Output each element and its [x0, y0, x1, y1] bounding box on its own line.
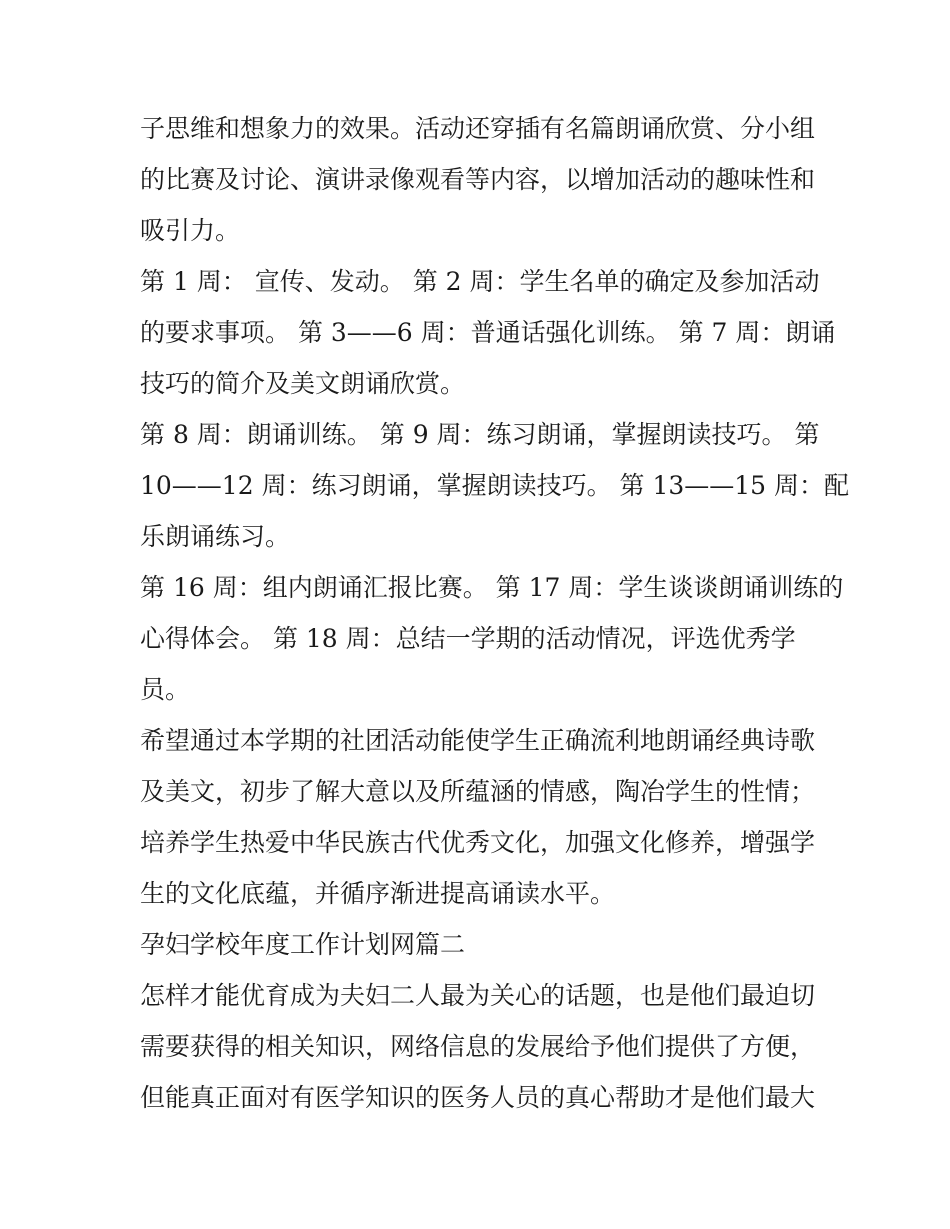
text-line: 但能真正面对有医学知识的医务人员的真心帮助才是他们最大: [140, 1083, 816, 1112]
text-line: 吸引力。: [140, 216, 241, 245]
document-body: [140, 103, 850, 1123]
text-line: 乐朗诵练习。: [140, 522, 291, 551]
text-line: 心得体会。 第 18 周：总结一学期的活动情况，评选优秀学: [140, 624, 796, 653]
text-line: 及美文，初步了解大意以及所蕴涵的情感，陶冶学生的性情；: [140, 777, 816, 806]
text-line: 第 8 周：朗诵训练。 第 9 周：练习朗诵，掌握朗读技巧。 第: [140, 420, 820, 449]
paragraph-intro-section-two: [140, 970, 820, 1123]
text-line: 第 1 周： 宣传、发动。 第 2 周：学生名单的确定及参加活动: [140, 267, 820, 296]
text-line: 子思维和想象力的效果。活动还穿插有名篇朗诵欣赏、分小组: [140, 114, 816, 143]
text-line: 技巧的简介及美文朗诵欣赏。: [140, 369, 466, 398]
text-line: 怎样才能优育成为夫妇二人最为关心的话题，也是他们最迫切: [140, 981, 816, 1010]
paragraph-schedule-week16-18: [140, 562, 844, 715]
text-line: 的要求事项。 第 3——6 周：普通话强化训练。 第 7 周：朗诵: [140, 318, 836, 347]
paragraph-activity-content: [140, 103, 820, 256]
text-line: 生的文化底蕴，并循序渐进提高诵读水平。: [140, 879, 616, 908]
heading-line: 孕妇学校年度工作计划网篇二: [140, 930, 466, 959]
section-heading: [140, 919, 820, 970]
paragraph-schedule-week1-7: [140, 256, 836, 409]
text-line: 员。: [140, 675, 191, 704]
text-line: 10——12 周：练习朗诵，掌握朗读技巧。 第 13——15 周：配: [140, 471, 850, 500]
paragraph-schedule-week8-15: [140, 409, 850, 562]
text-line: 的比赛及讨论、演讲录像观看等内容，以增加活动的趣味性和: [140, 165, 816, 194]
text-line: 需要获得的相关知识，网络信息的发展给予他们提供了方便，: [140, 1032, 816, 1061]
text-line: 培养学生热爱中华民族古代优秀文化，加强文化修养，增强学: [140, 828, 816, 857]
text-line: 希望通过本学期的社团活动能使学生正确流利地朗诵经典诗歌: [140, 726, 816, 755]
paragraph-goals: [140, 715, 820, 919]
text-line: 第 16 周：组内朗诵汇报比赛。 第 17 周：学生谈谈朗诵训练的: [140, 573, 844, 602]
